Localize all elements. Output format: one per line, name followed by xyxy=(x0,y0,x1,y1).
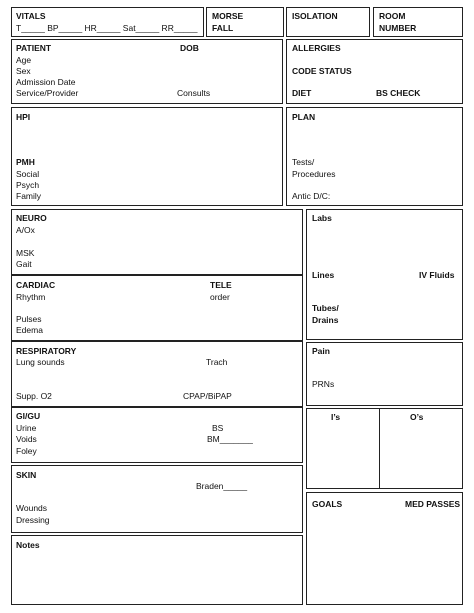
med-passes-label: MED PASSES xyxy=(405,499,461,509)
code-status-label: CODE STATUS xyxy=(292,66,352,76)
urine-label: Urine xyxy=(16,423,37,433)
notes-heading: Notes xyxy=(16,540,40,550)
gait-label: Gait xyxy=(16,259,32,269)
goals-heading: GOALS xyxy=(312,499,343,509)
drains-label: Drains xyxy=(312,315,339,325)
iv-fluids-label: IV Fluids xyxy=(419,270,455,280)
number-label: NUMBER xyxy=(379,23,417,33)
prns-label: PRNs xyxy=(312,379,335,389)
age-label: Age xyxy=(16,55,32,65)
pain-heading: Pain xyxy=(312,346,330,356)
service-provider-label: Service/Provider xyxy=(16,88,79,98)
vitals-heading: VITALS xyxy=(16,11,46,21)
plan-heading: PLAN xyxy=(292,112,316,122)
cpap-bipap-label: CPAP/BiPAP xyxy=(183,391,232,401)
supp-o2-label: Supp. O2 xyxy=(16,391,52,401)
edema-label: Edema xyxy=(16,325,43,335)
hpi-heading: HPI xyxy=(16,112,31,122)
rhythm-label: Rhythm xyxy=(16,292,46,302)
tubes-label: Tubes/ xyxy=(312,303,339,313)
foley-label: Foley xyxy=(16,446,37,456)
skin-box xyxy=(11,465,303,533)
vitals-fields: T_____ BP_____ HR_____ Sat_____ RR_____ xyxy=(16,23,198,33)
family-label: Family xyxy=(16,191,42,201)
msk-label: MSK xyxy=(16,248,35,258)
hpi-box xyxy=(11,107,283,206)
consults-label: Consults xyxy=(177,88,211,98)
room-label: ROOM xyxy=(379,11,406,21)
psych-label: Psych xyxy=(16,180,40,190)
neuro-heading: NEURO xyxy=(16,213,47,223)
trach-label: Trach xyxy=(206,357,228,367)
tele-order-label: order xyxy=(210,292,230,302)
bm-label: BM_______ xyxy=(207,434,253,444)
skin-heading: SKIN xyxy=(16,470,37,480)
wounds-label: Wounds xyxy=(16,503,48,513)
sex-label: Sex xyxy=(16,66,31,76)
procedures-label: Procedures xyxy=(292,169,336,179)
bs-check-label: BS CHECK xyxy=(376,88,421,98)
respiratory-heading: RESPIRATORY xyxy=(16,346,77,356)
aox-label: A/Ox xyxy=(16,225,35,235)
antic-dc-label: Antic D/C: xyxy=(292,191,331,201)
cardiac-heading: CARDIAC xyxy=(16,280,56,290)
intake-output-divider xyxy=(379,408,380,489)
fall-label: FALL xyxy=(212,23,234,33)
gi-gu-heading: GI/GU xyxy=(16,411,41,421)
admission-date-label: Admission Date xyxy=(16,77,76,87)
isolation-heading: ISOLATION xyxy=(292,11,338,21)
dressing-label: Dressing xyxy=(16,515,50,525)
bs-label: BS xyxy=(212,423,224,433)
neuro-box xyxy=(11,209,303,275)
lung-sounds-label: Lung sounds xyxy=(16,357,65,367)
labs-heading: Labs xyxy=(312,213,332,223)
pmh-label: PMH xyxy=(16,157,35,167)
social-label: Social xyxy=(16,169,40,179)
intake-output-box xyxy=(306,408,463,489)
pulses-label: Pulses xyxy=(16,314,42,324)
dob-label: DOB xyxy=(180,43,199,53)
diet-label: DIET xyxy=(292,88,312,98)
allergies-heading: ALLERGIES xyxy=(292,43,341,53)
voids-label: Voids xyxy=(16,434,37,444)
lines-label: Lines xyxy=(312,270,335,280)
morse-label: MORSE xyxy=(212,11,244,21)
intake-label: I’s xyxy=(331,412,341,422)
tele-label: TELE xyxy=(210,280,232,290)
output-label: O’s xyxy=(410,412,424,422)
patient-heading: PATIENT xyxy=(16,43,52,53)
tests-label: Tests/ xyxy=(292,157,315,167)
gi-gu-box xyxy=(11,407,303,463)
notes-box xyxy=(11,535,303,605)
braden-label: Braden_____ xyxy=(196,481,248,491)
